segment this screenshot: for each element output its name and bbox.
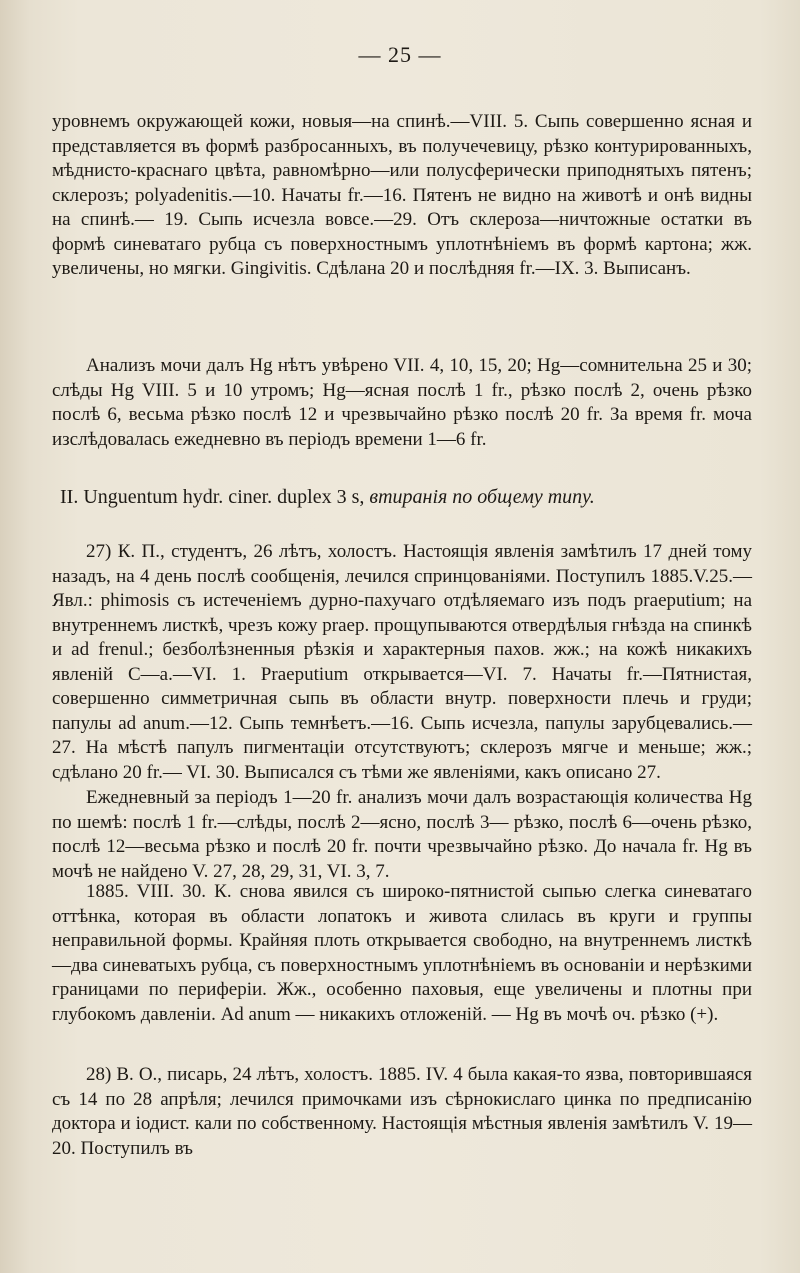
paragraph-text: Ежедневный за періодъ 1—20 fr. анализъ мочи далъ возрастающія количества Hg по шемѣ: послѣ 1 fr.—слѣды, послѣ 2—ясно, послѣ 3— рѣзко, послѣ 6—очень рѣзко, послѣ 12—весьма рѣзко и послѣ 20 fr. почти чрезвычайно рѣзко. До начала fr. Hg въ мочѣ не найдено V. 27, 28, 29, 31, VI. 3, 7.	[52, 787, 752, 882]
page-number: — 25 —	[358, 42, 442, 67]
paragraph-entry-1885	[52, 880, 752, 1027]
section-heading-method: втиранія по общему типу.	[364, 486, 595, 508]
paragraph-text: Анализъ мочи далъ Hg нѣтъ увѣрено VII. 4, 10, 15, 20; Hg—сомнительна 25 и 30; слѣды Hg VIII. 5 и 10 утромъ; Hg—ясная послѣ 1 fr., рѣзко послѣ 2, очень рѣзко послѣ 6, весьма рѣзко послѣ 12 и чрезвычайно рѣзко послѣ 20 fr. За время fr. моча изслѣдовалась ежедневно въ періодъ времени 1—6 fr.	[52, 355, 752, 450]
paragraph-continuation	[52, 110, 752, 282]
paragraph-case-28	[52, 1063, 752, 1161]
paragraph-text: 28) В. О., писарь, 24 лѣтъ, холостъ. 1885. IV. 4 была какая-то язва, повторившаяся съ 14 по 28 апрѣля; лечился примочками изъ сѣрнокислаго цинка по предписанію доктора и іодист. кали по собственному. Настоящія мѣстныя явленія замѣтилъ V. 19—20. Поступилъ въ	[52, 1064, 752, 1159]
paragraph-text: 1885. VIII. 30. К. снова явился съ широко-пятнистой сыпью слегка синеватаго оттѣнка, которая въ области лопатокъ и живота слилась въ круги и группы неправильной формы. Крайняя плоть открывается свободно, на внутреннемъ листкѣ—два синеватыхъ рубца, съ поверхностнымъ уплотнѣніемъ въ основаніи и нерѣзкими границами по периферіи. Жж., особенно паховыя, еще увеличены и плотны при глубокомъ давленіи. Ad anum — никакихъ отложеній. — Hg въ мочѣ оч. рѣзко (+).	[52, 881, 752, 1025]
paragraph-urine-analysis	[52, 354, 752, 452]
section-heading-dose: ex 3 s,	[312, 486, 365, 508]
paragraph-text: 27) К. П., студентъ, 26 лѣтъ, холостъ. Настоящія явленія замѣтилъ 17 дней тому назадъ, на 4 день послѣ сообщенія, лечился спринцованіями. Поступилъ 1885.V.25.—Явл.: phimosis съ истеченіемъ дурно-пахучаго отдѣляемаго изъ подъ praeputium; на внутреннемъ листкѣ, чрезъ кожу praep. прощупываются отвердѣлыя гнѣзда на спинкѣ и ad frenul.; безболѣзненныя рѣзкія и характерныя пахов. жж.; на кожѣ никакихъ явленій С—а.—VI. 1. Praeputium открывается—VI. 7. Начаты fr.—Пятнистая, совершенно симметричная сыпь въ области внутр. поверхности плечь и груди; папулы ad anum.—12. Сыпь темнѣетъ.—16. Сыпь исчезла, папулы зарубцевались.—27. На мѣстѣ папулъ пигментаціи отсутствуютъ; склерозъ мягче и меньше; жж.; сдѣлано 20 fr.— VI. 30. Выписался съ тѣми же явленіями, какъ описано 27.	[52, 541, 752, 783]
paragraph-text: уровнемъ окружающей кожи, новыя—на спинѣ.—VIII. 5. Сыпь совершенно ясная и представляется въ формѣ разбросанныхъ, въ получечевицу, рѣзко контурированныхъ, мѣднисто-краснаго цвѣта, равномѣрно—или полусферически приподнятыхъ пятенъ; склерозъ; polyadenitis.—10. Начаты fr.—16. Пятенъ не видно на животѣ и онѣ видны на спинѣ.— 19. Сыпь исчезла вовсе.—29. Отъ склероза—ничтожные остатки въ формѣ синеватаго рубца съ поверхностнымъ уплотнѣніемъ въ формѣ картона; жж. увеличены, но мягки. Gingivitis. Сдѣлана 20 и послѣдняя fr.—IX. 3. Выписанъ.	[52, 111, 752, 279]
paragraph-daily-analysis	[52, 786, 752, 884]
paragraph-case-27	[52, 540, 752, 785]
section-heading-latin: II. Unguentum hydr. ciner. dupl	[60, 486, 313, 508]
section-heading	[60, 484, 760, 510]
